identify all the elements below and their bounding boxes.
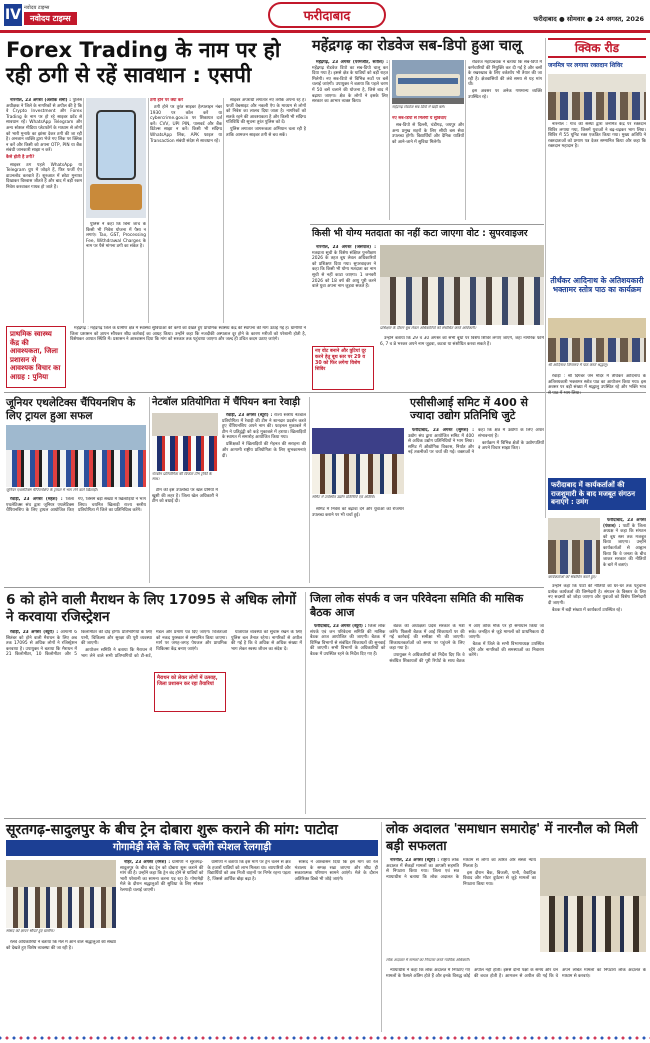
train-subhead: गोगामेड़ी मेले के लिए चलेगी स्पेशल रेलगाड़ी bbox=[112, 842, 272, 853]
roadways-body-col2 bbox=[392, 116, 464, 220]
athletics-text: जिला एथलेटिक्स संघ द्वारा जूनियर एथलेटिक्स चैंपियनशिप के लिए ट्रायल आयोजित किए गए, जिसमें बड़ी संख्या में खिलाड़ियों ने भाग लिया। चयनित खिलाड़ी राज्य स्तरीय प्रतियोगिता में जिले का प्रतिनिधित्व करेंगे। bbox=[6, 497, 146, 514]
grievance-headline: जिला लोक संपर्क व जन परिवेदना समिति की मासिक बैठक आज bbox=[310, 592, 524, 619]
acci-dateline: फरीदाबाद, 23 अगस्त (सुमेश) : bbox=[412, 428, 474, 433]
voter-caption: प्रशिक्षण के दौरान बूथ लेवल अधिकारियों को संबोधित करते अधिकारी। bbox=[380, 326, 477, 330]
train-headline: सूरतगढ़-सादुलपुर के बीच ट्रेन दोबारा शुरू कराने की मांग: पाटोदा bbox=[6, 822, 338, 838]
bottom-border bbox=[0, 1035, 650, 1041]
bhaktamar-headline: तीर्थंकर आदिनाथ के अतिशयकारी भक्तामर स्तोत्र पाठ का कार्यक्रम bbox=[550, 276, 644, 295]
bhaktamar-caption: श्री आदिनाथ जिनालय में पाठ करते श्रद्धालु। bbox=[548, 363, 608, 367]
blood-camp-text: नारनौल : गांव की संस्था द्वारा जनमित्र केंद्र पर रक्तदान शिविर लगाया गया, जिसमें युवाओं ने बढ़-चढ़कर भाग लिया। शिविर में 55 यूनिट रक्त एकत्रित किया गया। मुख्य अतिथि ने रक्तदाताओं को प्रमाण पत्र देकर सम्मानित किया और कहा कि रक्तदान महादान है। bbox=[548, 122, 646, 150]
athletics-photo bbox=[6, 425, 146, 487]
bhaktamar-text: रेवाड़ी : श्री दिगंबर जैन मंदिर में तीर्थंकर आदिनाथ के अतिशयकारी भक्तामर स्तोत्र पाठ का आयोजन किया गया। इस अवसर पर बड़ी संख्या में श्रद्धालु उपस्थित रहे और भक्ति भाव से पाठ में भाग लिया। bbox=[548, 374, 646, 396]
netball-caption: नेटबॉल प्रतियोगिता की विजेता टीम ट्रॉफी के साथ। bbox=[152, 472, 212, 481]
train-photo bbox=[6, 860, 116, 928]
quick-read-banner bbox=[548, 38, 646, 58]
roadways-body-col1 bbox=[312, 60, 388, 220]
health-centre-box: प्राथमिक स्वास्थ्य केंद्र की आवश्यकता, जिला प्रशासन से आवश्यक विचार का आग्रह : पुनिया bbox=[6, 326, 66, 388]
voter-dateline: नारनौल, 23 अगस्त (जसपाल) : bbox=[316, 245, 376, 250]
bhaktamar-body bbox=[548, 374, 646, 474]
athletics-headline: जूनियर एथलेटिक्स चैंपियनशिप के लिए ट्रायल हुआ सफल bbox=[6, 397, 136, 422]
forex-body-4: ठगी होने पर तुरंत साइबर हेल्पलाइन नंबर 1930 पर कॉल करें या cybercrime.gov.in पर शिकायत दर्ज करें। CVV, UPI PIN, पासवर्ड और बैंक डिटेल्स साझा न करें। किसी भी संदिग्ध WhatsApp लिंक, APK फाइल या Transaction संबंधी संदेश से सावधान रहें। bbox=[150, 105, 222, 144]
voter-training-photo bbox=[380, 245, 544, 325]
marathon-headline: 6 को होने वाली मैराथन के लिए 17095 से अधिक लोगों ने करवाया रजिस्ट्रेशन bbox=[6, 592, 297, 625]
athletics-caption: जूनियर एथलेटिक्स चैंपियनशिप के ट्रायल में भाग लेने वाले खिलाड़ी। bbox=[6, 488, 98, 492]
roadways-bus-photo bbox=[392, 60, 464, 104]
train-dateline: नोहर, 23 अगस्त (रमेश) : bbox=[124, 860, 171, 865]
voter-pull-quote: नए वोट बनाने और त्रुटियां दूर करने हेतु बूथ स्तर पर 29 व 30 को फिर लगेगा विशेष शिविर bbox=[312, 346, 374, 390]
train-text: ग्रामीणों ने सूरतगढ़-सादुलपुर के बीच बंद ट्रेन को दोबारा शुरू कराने की मांग की है। उन्होंने कहा कि ट्रेन बंद होने से यात्रियों को भारी परेशानी का सामना करना पड़ रहा है। गोगामेड़ी मेले के दौरान श्रद्धालुओं की सुविधा के लिए स्पेशल रेलगाड़ी चलाई जाएगी। bbox=[120, 860, 204, 893]
grievance-dateline: फरीदाबाद, 23 अगस्त (ब्यूरो) : bbox=[314, 624, 367, 629]
lok-adalat-headline: लोक अदालत 'समाधान समारोह' में नारनौल को मिली बड़ी सफलता bbox=[386, 822, 638, 854]
edition-date: फरीदाबाद ● सोमवार ● 24 अगस्त, 2026 bbox=[533, 15, 644, 23]
lok-adalat-text: राष्ट्रीय लोक अदालत में सैकड़ों मामलों का आपसी सहमति से निपटारा किया गया। जिला एवं सत्र न्यायाधीश ने बताया कि लोक अदालत के माध्यम से लोगों को त्वरित और सस्ता न्याय मिलता है। bbox=[386, 858, 536, 880]
workers-body bbox=[603, 518, 646, 574]
train-body-col2: रेलवे अधिकारियों ने बताया कि मेले में आने वाले श्रद्धालुओं की संख्या को देखते हुए विशेष व्यवस्था की जा रही है। bbox=[6, 940, 116, 951]
netball-text: राज्य स्तरीय नेटबॉल प्रतियोगिता में रेवाड़ी की टीम ने शानदार प्रदर्शन करते हुए चैंपियनशिप अपने नाम की। फाइनल मुकाबले में टीम ने प्रतिद्वंद्वी को कड़े मुकाबले में हराया। खिलाड़ियों के स्वागत में समारोह आयोजित किया गया। bbox=[222, 413, 306, 441]
blood-camp-headline: जनमित्र पर लगाया रक्तदान शिविर bbox=[548, 62, 623, 69]
forex-subhead-1: कैसे होती है ठगी? bbox=[6, 155, 35, 161]
forex-headline: Forex Trading के नाम पर हो रही ठगी से रहें सावधान : एसपी bbox=[6, 38, 281, 87]
workers-text: पार्टी के जिला अध्यक्ष ने कहा कि संगठन को बूथ स्तर तक मजबूत किया जाएगा। उन्होंने कार्यकर्ताओं से आह्वान किया कि वे जनता के बीच जाकर सरकार की नीतियों के बारे में बताएं। bbox=[603, 523, 646, 568]
forex-body-3: पुलिस ने कहा कि बिना जांच के किसी भी निवेश योजना में पैसा न लगाएं। Tax, GST, Processing Fee, Withdrawal Charges के नाम पर पैसे मांगना ठगी का संकेत है। bbox=[86, 222, 146, 250]
forex-body: पुलिस अधीक्षक ने जिले के नागरिकों से अपील की है कि वे Crypto Investment और Forex Trading के नाम पर हो रहे साइबर फ्रॉड से सावधान रहें। WhatsApp Telegram और अन्य सोशल मीडिया प्लेटफॉर्म के माध्यम से लोगों को भारी मुनाफे का झांसा देकर ठगी की जा रही है। अनजान व्यक्ति द्वारा भेजे गए लिंक पर क्लिक न करें और किसी को अपना OTP, PIN या बैंक संबंधी जानकारी साझा न करें। bbox=[6, 98, 82, 154]
grievance-body: फरीदाबाद, 23 अगस्त (ब्यूरो) : जिला लोक संपर्क एवं जन परिवेदना समिति की मासिक बैठक आज आयोजित की जाएगी। बैठक में विभिन्न विभागों से संबंधित शिकायतों की सुनवाई की जाएगी। सभी विभागों के अधिकारियों को बैठक में उपस्थित रहने के निर्देश दिए गए हैं। बैठक की अध्यक्षता प्रदेश सरकार के मंत्री करेंगे। पिछली बैठक में आई शिकायतों पर की गई कार्रवाई की समीक्षा भी की जाएगी। शिकायतकर्ताओं को समय पर पहुंचने के लिए कहा गया है। उपायुक्त ने अधिकारियों को निर्देश दिए कि वे संबंधित शिकायतों की पूरी रिपोर्ट के साथ बैठक में आएं ताकि मौके पर ही समाधान किया जा सके। जनहित से जुड़े मामलों को प्राथमिकता दी जाएगी। बैठक में जिले के सभी विभागाध्यक्ष उपस्थित रहेंगे और नागरिकों की समस्याओं का निवारण करेंगे। bbox=[310, 624, 544, 665]
acci-body-col2: समिट में निवेश को बढ़ावा देने और युवाओं को रोजगार उपलब्ध कराने पर भी चर्चा हुई। bbox=[312, 507, 404, 518]
train-caption: सांसद को ज्ञापन सौंपते हुए ग्रामीण। bbox=[6, 929, 55, 933]
voter-headline: किसी भी योग्य मतदाता का नहीं कटा जाएगा वोट : सुपरवाइजर bbox=[312, 228, 528, 239]
acci-photo bbox=[312, 428, 404, 494]
lok-adalat-body: नारनौल, 23 अगस्त (ब्यूरो) : राष्ट्रीय लोक अदालत में सैकड़ों मामलों का आपसी सहमति से निपटारा किया गया। जिला एवं सत्र न्यायाधीश ने बताया कि लोक अदालत के माध्यम से लोगों को त्वरित और सस्ता न्याय मिलता है। इस दौरान बैंक, बिजली, पानी, वैवाहिक विवाद और मोटर दुर्घटना से जुड़े मामलों का निपटारा किया गया। bbox=[386, 858, 536, 887]
forex-subhead-2: ठगी होने पर क्या करें bbox=[150, 98, 183, 103]
voter-body-col2 bbox=[380, 336, 544, 390]
lok-adalat-photo bbox=[540, 858, 646, 952]
page-number: IV bbox=[4, 4, 22, 26]
forex-body-col3 bbox=[150, 98, 222, 323]
netball-body: रेवाड़ी, 23 अगस्त (ब्यूरो) : राज्य स्तरीय नेटबॉल प्रतियोगिता में रेवाड़ी की टीम ने शानदार प्रदर्शन करते हुए चैंपियनशिप अपने नाम की। फाइनल मुकाबले में टीम ने प्रतिद्वंद्वी को कड़े मुकाबले में हराया। खिलाड़ियों के स्वागत में समारोह आयोजित किया गया। प्रशिक्षकों ने खिलाड़ियों की मेहनत की सराहना की और आगामी राष्ट्रीय प्रतियोगिता के लिए शुभकामनाएं दीं। bbox=[222, 413, 306, 459]
roadways-subhead: नए सब-डिपो से मिलेंगी ये सुविधाएं bbox=[392, 116, 447, 121]
netball-headline: नेटबॉल प्रतियोगिता में चैंपियन बना रेवाड़ी bbox=[152, 397, 300, 408]
marathon-dateline: रेवाड़ी, 23 अगस्त (ब्यूरो) : bbox=[10, 630, 59, 635]
forex-body-col2 bbox=[86, 222, 146, 322]
workers-body-col2: उन्होंने कहा कि पार्टी की नीतियों को घर-घर तक पहुंचाना प्रत्येक कार्यकर्ता की जिम्मेदारी है। संगठन के विस्तार के लिए नए सदस्यों को जोड़ा जाएगा और युवाओं को विशेष जिम्मेदारी दी जाएगी। बैठक में बड़ी संख्या में कार्यकर्ता उपस्थित रहे। bbox=[548, 584, 646, 613]
forex-body-col4: साइबर अपराधी लगातार नए तरीके अपना रहे हैं। फर्जी वेबसाइट और नकली ऐप के माध्यम से लोगों को निवेश का लालच दिया जाता है। नागरिकों को सतर्क रहने की आवश्यकता है और किसी भी संदिग्ध गतिविधि की सूचना तुरंत पुलिस को दें। पुलिस लगातार जागरूकता अभियान चला रही है ताकि आमजन साइबर ठगी से बच सकें। bbox=[226, 98, 306, 139]
workers-caption: कार्यकर्ताओं को संबोधित करते हुए। bbox=[548, 575, 597, 579]
blood-camp-photo bbox=[548, 74, 646, 120]
roadways-body-col3: रोडवेज महाप्रबंधक ने बताया कि सब-डिपो में कर्मचारियों की नियुक्ति कर दी गई है और बसों के रखरखाव के लिए वर्कशॉप भी तैयार की जा रही है। क्षेत्रवासियों की लंबे समय से यह मांग थी। इस अवसर पर अनेक गणमान्य व्यक्ति उपस्थित रहे। bbox=[468, 60, 542, 101]
athletics-dateline: रेवाड़ी, 23 अगस्त (महेश) : bbox=[10, 497, 63, 502]
workers-photo bbox=[548, 518, 600, 574]
grievance-text: जिला लोक संपर्क एवं जन परिवेदना समिति की मासिक बैठक आज आयोजित की जाएगी। बैठक में विभिन्न विभागों से संबंधित शिकायतों की सुनवाई की जाएगी। सभी विभागों के अधिकारियों को बैठक में उपस्थित रहने के निर्देश दिए गए हैं। bbox=[310, 624, 386, 657]
netball-dateline: रेवाड़ी, 23 अगस्त (ब्यूरो) : bbox=[226, 413, 273, 418]
marathon-text: आगामी 6 सितंबर को होने वाली मैराथन के लिए अब तक 17095 से अधिक लोगों ने रजिस्ट्रेशन करवाया है। उपायुक्त ने बताया कि मैराथन में 21 किलोमीटर, 10 किलोमीटर और 5 किलोमीटर की दौड़ होगी। प्रतिभागियों के लिए पानी, चिकित्सा और सुरक्षा की पूरी व्यवस्था की जाएगी। bbox=[6, 630, 152, 658]
roadways-headline bbox=[312, 38, 542, 55]
masthead-logo: नवोदय टाइम्स bbox=[24, 12, 77, 25]
athletics-body bbox=[6, 497, 146, 583]
workers-headline: फरीदाबाद में कार्यकर्ताओं की राजशुमारी के बाद मजबूत संगठन बनाएंगे : उमंग bbox=[548, 478, 646, 510]
roadways-body-2: सब-डिपो से दिल्ली, चंडीगढ़, जयपुर और अन्य प्रमुख शहरों के लिए सीधी बस सेवा उपलब्ध होगी। विद्यार्थियों और दैनिक यात्रियों को आने-जाने में सुविधा मिलेगी। bbox=[392, 123, 464, 145]
train-body: नोहर, 23 अगस्त (रमेश) : ग्रामीणों ने सूरतगढ़-सादुलपुर के बीच बंद ट्रेन को दोबारा शुरू कराने की मांग की है। उन्होंने कहा कि ट्रेन बंद होने से यात्रियों को भारी परेशानी का सामना करना पड़ रहा है। गोगामेड़ी मेले के दौरान श्रद्धालुओं की सुविधा के लिए स्पेशल रेलगाड़ी चलाई जाएगी। ग्रामीणों ने बताया कि इस मार्ग पर ट्रेन चलने से क्षेत्र के हजारों यात्रियों को लाभ मिलता था। व्यापारियों और विद्यार्थियों को अब निजी वाहनों पर निर्भर रहना पड़ता है, जिससे आर्थिक बोझ बढ़ा है। सांसद ने आश्वासन दिया कि इस मांग को रेल मंत्रालय के समक्ष रखा जाएगा और शीघ्र ही सकारात्मक परिणाम सामने आएंगे। मेले के दौरान अतिरिक्त डिब्बे भी जोड़े जाएंगे। bbox=[120, 860, 378, 893]
marathon-pull-quote: मैराथन को लेकर लोगों में उत्साह, जिला प्रशासन कर रहा तैयारियां bbox=[154, 672, 226, 712]
header-rule bbox=[0, 30, 650, 33]
forex-body-col1 bbox=[6, 98, 82, 323]
netball-body-col2: टीम की इस उपलब्धि पर खेल प्रेमियों में खुशी की लहर है। जिला खेल अधिकारी ने टीम को बधाई दी। bbox=[152, 488, 218, 505]
forex-dateline: नारनौल, 23 अगस्त (अशोक शर्मा) : bbox=[10, 98, 71, 103]
blood-camp-body bbox=[548, 122, 646, 274]
netball-photo bbox=[152, 413, 218, 471]
roadways-headline-text: महेंद्रगढ़ का रोडवेज सब-डिपो हुआ चालू bbox=[312, 38, 522, 54]
workers-dateline: फरीदाबाद, 23 अगस्त (पंकज) : bbox=[603, 518, 646, 529]
lok-adalat-body-col2: न्यायाधीश ने कहा कि लोक अदालत में निपटाए गए मामलों के फैसले अंतिम होते हैं और इनके विरुद्ध कोई अपील नहीं होती। इससे दोनों पक्षों के समय और धन की बचत होती है। आमजन से अपील की गई कि वे अपने लंबित मामलों का निपटारा लोक अदालत के माध्यम से करवाएं। bbox=[386, 968, 646, 979]
acci-text: उद्योग संघ द्वारा आयोजित समिट में 400 से अधिक उद्योग प्रतिनिधियों ने भाग लिया। समिट में औद्योगिक विकास, निर्यात और नई तकनीकों पर चर्चा की गई। वक्ताओं ने कहा कि क्षेत्र में उद्योगों के लिए अपार संभावनाएं हैं। bbox=[408, 428, 544, 456]
header-label: नवोदय टाइम्स bbox=[24, 5, 50, 11]
train-subhead-band bbox=[6, 840, 378, 856]
acci-headline: एसीसीआई समिट में 400 से ज्यादा उद्योग प्रतिनिधि जुटे bbox=[410, 396, 528, 422]
voter-body-2: उन्होंने बताया कि 29 व 30 अगस्त को सभी बूथों पर विशेष शिविर लगाए जाएंगे, जहां नागरिक फॉर्म 6, 7 व 8 भरकर अपने नाम जुड़वा, कटवा या संशोधित करवा सकते हैं। bbox=[380, 336, 544, 347]
roadways-dateline: महेंद्रगढ़, 23 अगस्त (परमजीत, सतीश) : bbox=[316, 60, 388, 65]
acci-caption: समिट में उपस्थित उद्योग प्रतिनिधि एवं अतिथि। bbox=[312, 495, 375, 499]
roadways-body: महेंद्रगढ़ रोडवेज डिपो का सब-डिपो चालू कर दिया गया है। इससे क्षेत्र के यात्रियों को बड़ी राहत मिलेगी। नए सब-डिपो से विभिन्न रूटों पर बसें चलाई जाएंगी। उपायुक्त ने बताया कि पहले चरण में 50 बसें चलाने की योजना है, जिसे बाद में बढ़ाया जाएगा। क्षेत्र के लोगों ने इसके लिए सरकार का आभार व्यक्त किया। bbox=[312, 65, 388, 105]
voter-body: मतदाता सूची के विशेष संक्षिप्त पुनरीक्षण 2026 के तहत बूथ लेवल अधिकारियों को प्रशिक्षण दिया गया। सुपरवाइजर ने कहा कि किसी भी योग्य मतदाता का नाम सूची से नहीं काटा जाएगा। 1 जनवरी 2026 को 18 वर्ष की आयु पूरी करने वाले युवा अपना नाम जुड़वा सकते हैं। bbox=[312, 250, 376, 290]
health-centre-body: महेंद्रगढ़ : महेंद्रगढ़ जिले के ग्रामीण क्षेत्र में स्वास्थ्य सुविधाओं की कमी को देखते हुए प्राथमिक स्वास्थ्य केंद्र की स्थापना की मांग उठाई गई है। ग्रामीणों ने जिला प्रशासन को ज्ञापन सौंपकर शीघ्र कार्रवाई का आग्रह किया। उन्होंने कहा कि नजदीकी अस्पताल दूर होने के कारण मरीजों को परेशानी होती है, विशेषकर आपात स्थिति में। प्रशासन ने आश्वासन दिया कि मांग को सरकार तक पहुंचाया जाएगा और जल्द ही उचित कदम उठाए जाएंगे। bbox=[70, 326, 306, 343]
forex-body-2: साइबर ठग पहले WhatsApp या Telegram ग्रुप में जोड़ते हैं, फिर फर्जी ऐप डाउनलोड करवाते हैं। शुरुआत में छोटा मुनाफा दिखाकर विश्वास जीतते हैं और बाद में बड़ी रकम निवेश करवाकर गायब हो जाते हैं। bbox=[6, 162, 82, 190]
lok-adalat-caption: लोक अदालत में मामलों का निपटारा करते न्यायिक अधिकारी। bbox=[386, 958, 470, 962]
quick-read-title: क्विक रीड bbox=[574, 41, 620, 55]
marathon-body: रेवाड़ी, 23 अगस्त (ब्यूरो) : आगामी 6 सितंबर को होने वाली मैराथन के लिए अब तक 17095 से अधिक लोगों ने रजिस्ट्रेशन करवाया है। उपायुक्त ने बताया कि मैराथन में 21 किलोमीटर, 10 किलोमीटर और 5 किलोमीटर की दौड़ होगी। प्रतिभागियों के लिए पानी, चिकित्सा और सुरक्षा की पूरी व्यवस्था की जाएगी। आयोजन समिति ने बताया कि मैराथन में भाग लेने वाले सभी प्रतिभागियों को टी-शर्ट, मेडल और प्रमाण पत्र दिए जाएंगे। विजेताओं को नकद पुरस्कार से सम्मानित किया जाएगा। मार्ग पर जगह-जगह पेयजल और प्राथमिक चिकित्सा केंद्र बनाए जाएंगे। यातायात व्यवस्था को सुचारु रखने के लिए पुलिस बल तैनात रहेगा। नागरिकों से अपील की गई है कि वे अधिक से अधिक संख्या में भाग लेकर स्वस्थ जीवन का संदेश दें। bbox=[6, 630, 302, 659]
forex-illustration bbox=[86, 98, 146, 218]
city-badge: फरीदाबाद bbox=[268, 2, 386, 28]
lok-adalat-dateline: नारनौल, 23 अगस्त (ब्यूरो) : bbox=[390, 858, 440, 863]
acci-body: फरीदाबाद, 23 अगस्त (सुमेश) : उद्योग संघ द्वारा आयोजित समिट में 400 से अधिक उद्योग प्रतिनिधियों ने भाग लिया। समिट में औद्योगिक विकास, निर्यात और नई तकनीकों पर चर्चा की गई। वक्ताओं ने कहा कि क्षेत्र में उद्योगों के लिए अपार संभावनाएं हैं। कार्यक्रम में विभिन्न क्षेत्रों के उद्योगपतियों ने अपने विचार साझा किए। bbox=[408, 428, 544, 456]
roadways-caption: महेंद्रगढ़ रोडवेज सब-डिपो में खड़ी बसें। bbox=[392, 105, 445, 109]
bhaktamar-photo bbox=[548, 318, 646, 362]
